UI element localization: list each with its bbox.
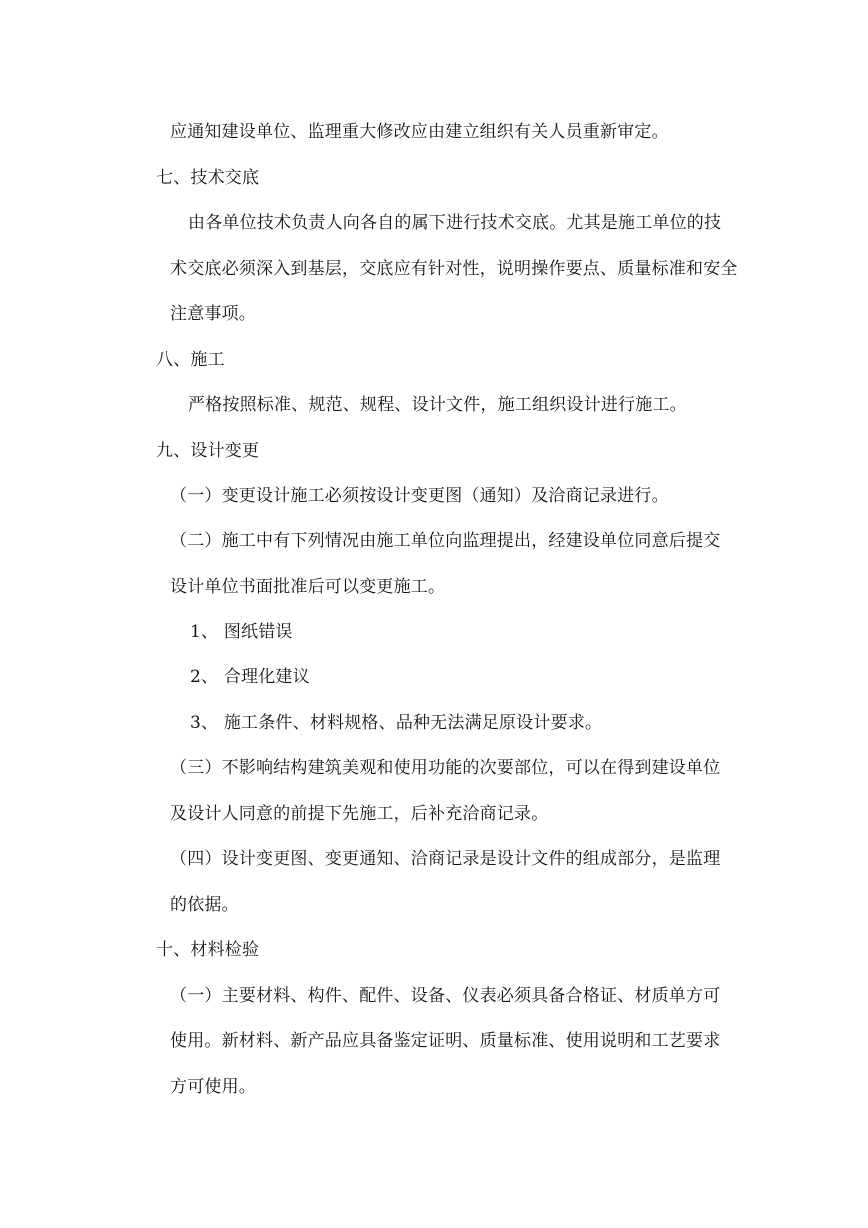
section-heading-7: 七、技术交底 — [156, 168, 260, 188]
paragraph-line: 的依据。 — [170, 895, 239, 915]
paragraph-line: 注意事项。 — [170, 304, 256, 324]
paragraph-line: （四）设计变更图、变更通知、洽商记录是设计文件的组成部分，是监理 — [170, 849, 721, 869]
paragraph-line: 使用。新材料、新产品应具备鉴定证明、质量标准、使用说明和工艺要求 — [170, 1031, 721, 1051]
paragraph-line: 应通知建设单位、监理重大修改应由建立组织有关人员重新审定。 — [170, 122, 669, 142]
paragraph-line: （二）施工中有下列情况由施工单位向监理提出，经建设单位同意后提交 — [170, 531, 721, 551]
section-heading-9: 九、设计变更 — [156, 441, 260, 461]
list-item: 1、 图纸错误 — [190, 622, 293, 642]
paragraph-line: 严格按照标准、规范、规程、设计文件，施工组织设计进行施工。 — [188, 395, 687, 415]
paragraph-line: 设计单位书面批准后可以变更施工。 — [170, 577, 446, 597]
paragraph-line: （一）变更设计施工必须按设计变更图（通知）及洽商记录进行。 — [170, 486, 669, 506]
paragraph-line: 方可使用。 — [170, 1077, 256, 1097]
list-item: 2、 合理化建议 — [190, 667, 310, 687]
paragraph-line: 术交底必须深入到基层，交底应有针对性，说明操作要点、质量标准和安全 — [170, 259, 738, 279]
section-heading-8: 八、施工 — [156, 350, 225, 370]
paragraph-line: （三）不影响结构建筑美观和使用功能的次要部位，可以在得到建设单位 — [170, 758, 721, 778]
paragraph-line: 及设计人同意的前提下先施工，后补充洽商记录。 — [170, 804, 549, 824]
paragraph-line: （一）主要材料、构件、配件、设备、仪表必须具备合格证、材质单方可 — [170, 986, 721, 1006]
section-heading-10: 十、材料检验 — [156, 940, 260, 960]
list-item: 3、 施工条件、材料规格、品种无法满足原设计要求。 — [190, 713, 603, 733]
paragraph-line: 由各单位技术负责人向各自的属下进行技术交底。尤其是施工单位的技 — [188, 213, 722, 233]
